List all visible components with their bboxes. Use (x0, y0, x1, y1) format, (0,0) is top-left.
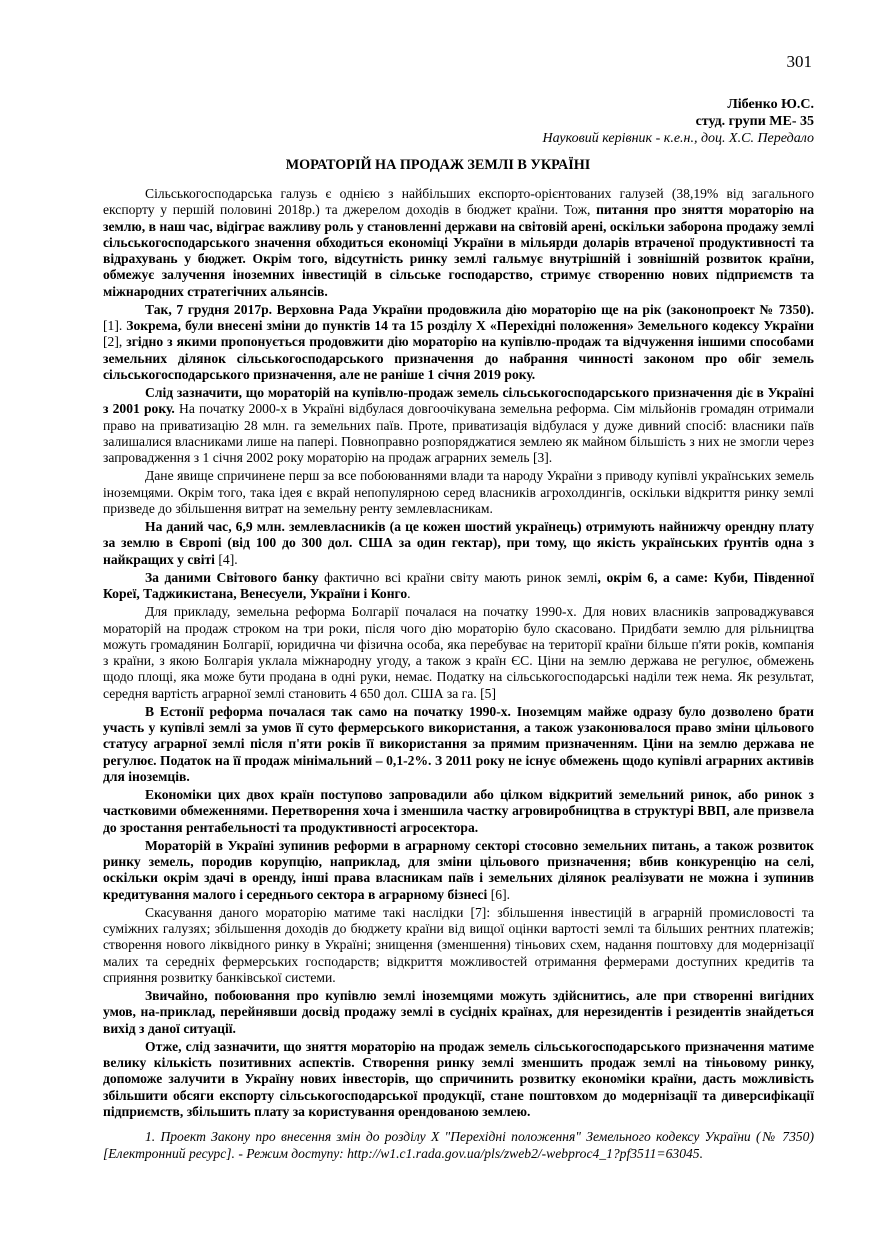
author-group: студ. групи МЕ- 35 (695, 114, 814, 129)
paragraph: За даними Світового банку фактично всі країни світу мають ринок землі, окрім 6, а саме: Куби, Південної Кореї, Таджикистана, Венесуели, України і Конго. (103, 569, 814, 601)
paragraph: Звичайно, побоювання про купівлю землі іноземцями можуть здійснитись, але при створенні вигідних умов, на-приклад, перейнявши досвід продажу землі в сусідніх країнах, для нерезидентів і резидентів знайдеться вихід з даної ситуації. (103, 988, 814, 1036)
paragraph: Мораторій в Україні зупинив реформи в аграрному секторі стосовно земельних питань, а також розвиток ринку земель, породив корупцію, наприклад, для зміни цільового призначення; вбив конкуренцію на селі, оскільки окрім здачі в оренду, інші права власникам паїв і земельних ділянок реалізувати не можна і зупинив кредитування малого і середнього сектора в аграрному бізнесі [6]. (103, 837, 814, 902)
paragraph: Дане явище спричинене перш за все побоюваннями влади та народу України з приводу купівлі українських земель іноземцями. Окрім того, така ідея є вкрай непопулярною серед власників агрохолдингів, оскільки відкриття ринку землі призведе до збільшення витрат на земельну ренту землевласникам. (103, 468, 814, 516)
article-body (103, 186, 814, 1122)
paragraph: Для прикладу, земельна реформа Болгарії почалася на початку 1990-х. Для нових власників запроваджувався мораторій на продаж строком на три роки, після чого дію мораторію було скасовано. Придбати землю для рільництва можуть громадянин Болгарії, юридична чи фізична особа, яка перебуває на території країни більше п'яти років, компанія з країни, з якою Болгарія уклала міжнародну угоду, а також з країн ЄС. Ціни на землю держава не регулює, обмежень щодо площі, яка може бути продана в одні руки, немає. Податку на сільськогосподарські наділи теж нема. Як результат, середня вартість аграрної землі становить 4 650 дол. США за га. [5] (103, 604, 814, 701)
page-number: 301 (786, 52, 812, 71)
supervisor: Науковий керівник - к.е.н., доц. Х.С. Передало (542, 131, 814, 146)
references (103, 1129, 814, 1162)
paragraph: Економіки цих двох країн поступово запровадили або цілком відкритий земельний ринок, або ринок з частковими обмеженнями. Перетворення хоча і зменшила частку агровиробництва в структурі ВВП, але призвела до зростання рентабельності та продуктивності агросектора. (103, 787, 814, 835)
paragraph: На даний час, 6,9 млн. землевласників (а це кожен шостий українець) отримують найнижчу орендну плату за землю в Європі (від 100 до 300 дол. США за один гектар), при тому, що якість українських ґрунтів одна з найкращих у світі [4]. (103, 519, 814, 567)
reference-item: 1. Проект Закону про внесення змін до розділу X "Перехідні положення" Земельного кодексу України (№ 7350) [Електронний ресурс]. - Режим доступу: http://w1.c1.rada.gov.ua/pls/zweb2/-webproc4_1?pf3511=63045. (103, 1129, 814, 1161)
author-block (543, 96, 815, 147)
paragraph: Сільськогосподарська галузь є однією з найбільших експорто-орієнтованих галузей (38,19% від загального експорту у першій половині 2018р.) та джерелом доходів в бюджет країни. Тож, питання про зняття мораторію на землю, в наш час, відіграє важливу роль у становленні держави на світовій арені, оскільки заборона продажу землі сільськогосподарського значення обходиться економіці України в мільярди доларів втраченої продуктивності та відрахувань у бюджет. Окрім того, відсутність ринку землі гальмує внутрішній і зовнішній розвиток країни, обмежує залучення іноземних інвестицій в сільське господарство, стримує створенню нових підприємств та міжнародних стратегічних альянсів. (103, 186, 814, 299)
paragraph: Так, 7 грудня 2017р. Верховна Рада України продовжила дію мораторію ще на рік (законопроект № 7350). [1]. Зокрема, були внесені зміни до пунктів 14 та 15 розділу X «Перехідні положення» Земельного кодексу України [2], згідно з якими пропонується продовжити дію мораторію на купівлю-продаж та відчуження іншими способами земельних ділянок сільськогосподарського призначення до набрання чинності законом про обіг земель сільськогосподарського призначення, але не раніше 1 січня 2019 року. (103, 301, 814, 382)
page-title: МОРАТОРІЙ НА ПРОДАЖ ЗЕМЛІ В УКРАЇНІ (285, 157, 591, 173)
paragraph: Слід зазначити, що мораторій на купівлю-продаж земель сільськогосподарського призначення діє в Україні з 2001 року. На початку 2000-х в Україні відбулася довгоочікувана земельна реформа. Сім мільйонів громадян отримали право на приватизацію 28 млн. га земельних паїв. Проте, приватизація відбулася у дуже дивний спосіб: власники паїв залишалися власниками лише на папері. Повноправно розпоряджатися землею як майном більшість з них не змогли через запровадження з 1 січня 2002 року мораторію на продаж аграрних земель [3]. (103, 385, 814, 465)
author-name: Лібенко Ю.С. (727, 97, 814, 112)
paragraph: Скасування даного мораторію матиме такі наслідки [7]: збільшення інвестицій в аграрній промисловості та суміжних галузях; збільшення доходів до бюджету країни від вищої оцінки вартості землі та більших рентних платежів; створення нового ліквідного ринку в Україні; знищення (зменшення) тіньових схем, надання поштовху для модернізації малих та середніх фермерських господарств; відкриття можливостей отримання фермерами доступних кредитів та сприяння розвитку банківської системи. (103, 904, 814, 985)
paragraph: В Естонії реформа почалася так само на початку 1990-х. Іноземцям майже одразу було дозволено брати участь у купівлі землі за умов її суто фермерського використання, а також узаконювалося право зміни цільового статусу аграрної землі після п'яти років її використання за прямим призначенням. Ціни на землю держава не регулює. Податок на її продаж мінімальний – 0,1-2%. З 2011 року не існує обмежень щодо купівлі аграрних активів для іноземців. (103, 703, 814, 784)
paragraph: Отже, слід зазначити, що зняття мораторію на продаж земель сільськогосподарського призначення матиме велику кількість позитивних аспектів. Створення ринку землі зменшить продаж землі на тіньовому ринку, допоможе залучити в Україну нових інвесторів, що спричинить розвитку економіки країни, дасть можливість збільшити обсяги експорту сільськогосподарської продукції, стане поштовхом до модернізації та диверсифікації підприємств, збільшить плату за користування орендованою землею. (103, 1038, 814, 1119)
